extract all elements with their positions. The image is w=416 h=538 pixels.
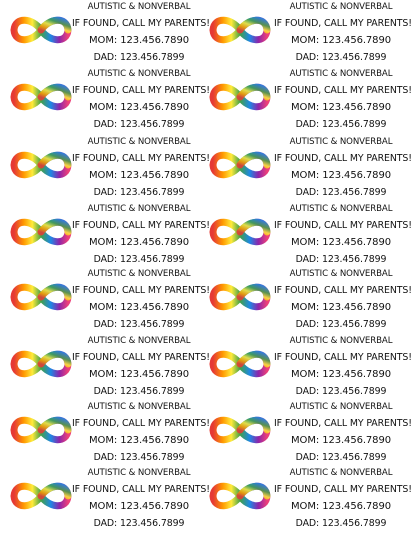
instruction-text: IF FOUND, CALL MY PARENTS! <box>72 352 210 363</box>
dad-phone: DAD: 123.456.7899 <box>295 452 387 463</box>
label-card <box>0 400 208 468</box>
instruction-text: IF FOUND, CALL MY PARENTS! <box>72 484 210 495</box>
mom-phone: MOM: 123.456.7890 <box>291 435 391 446</box>
instruction-text: IF FOUND, CALL MY PARENTS! <box>72 18 210 29</box>
dad-phone: DAD: 123.456.7899 <box>93 386 185 397</box>
instruction-text: IF FOUND, CALL MY PARENTS! <box>274 418 412 429</box>
diagnosis-text: AUTISTIC & NONVERBAL <box>87 2 191 12</box>
label-text <box>72 269 210 331</box>
mom-phone: MOM: 123.456.7890 <box>89 35 189 46</box>
dad-phone: DAD: 123.456.7899 <box>295 52 387 63</box>
label-card <box>0 67 208 135</box>
dad-phone: DAD: 123.456.7899 <box>295 386 387 397</box>
label-card <box>204 202 412 270</box>
mom-phone: MOM: 123.456.7890 <box>89 237 189 248</box>
dad-phone: DAD: 123.456.7899 <box>93 52 185 63</box>
instruction-text: IF FOUND, CALL MY PARENTS! <box>274 220 412 231</box>
label-card <box>204 400 412 468</box>
rainbow-infinity-icon <box>208 147 272 183</box>
instruction-text: IF FOUND, CALL MY PARENTS! <box>72 220 210 231</box>
rainbow-infinity-icon <box>208 478 272 514</box>
mom-phone: MOM: 123.456.7890 <box>291 369 391 380</box>
label-card <box>204 334 412 402</box>
rainbow-infinity-icon <box>208 12 272 48</box>
dad-phone: DAD: 123.456.7899 <box>295 119 387 130</box>
label-card <box>0 334 208 402</box>
mom-phone: MOM: 123.456.7890 <box>89 102 189 113</box>
instruction-text: IF FOUND, CALL MY PARENTS! <box>274 285 412 296</box>
diagnosis-text: AUTISTIC & NONVERBAL <box>87 402 191 412</box>
mom-phone: MOM: 123.456.7890 <box>89 302 189 313</box>
rainbow-infinity-icon <box>9 279 73 315</box>
instruction-text: IF FOUND, CALL MY PARENTS! <box>72 85 210 96</box>
label-text <box>274 2 412 64</box>
dad-phone: DAD: 123.456.7899 <box>295 518 387 529</box>
diagnosis-text: AUTISTIC & NONVERBAL <box>289 69 393 79</box>
rainbow-infinity-icon <box>9 478 73 514</box>
instruction-text: IF FOUND, CALL MY PARENTS! <box>274 85 412 96</box>
diagnosis-text: AUTISTIC & NONVERBAL <box>289 402 393 412</box>
diagnosis-text: AUTISTIC & NONVERBAL <box>289 204 393 214</box>
diagnosis-text: AUTISTIC & NONVERBAL <box>289 336 393 346</box>
mom-phone: MOM: 123.456.7890 <box>89 170 189 181</box>
instruction-text: IF FOUND, CALL MY PARENTS! <box>72 418 210 429</box>
dad-phone: DAD: 123.456.7899 <box>93 119 185 130</box>
diagnosis-text: AUTISTIC & NONVERBAL <box>87 336 191 346</box>
instruction-text: IF FOUND, CALL MY PARENTS! <box>72 285 210 296</box>
label-card <box>0 202 208 270</box>
rainbow-infinity-icon <box>9 12 73 48</box>
label-text <box>72 402 210 464</box>
instruction-text: IF FOUND, CALL MY PARENTS! <box>274 352 412 363</box>
rainbow-infinity-icon <box>208 346 272 382</box>
label-card <box>0 0 208 68</box>
label-card <box>204 267 412 335</box>
dad-phone: DAD: 123.456.7899 <box>93 187 185 198</box>
label-card <box>204 67 412 135</box>
diagnosis-text: AUTISTIC & NONVERBAL <box>87 137 191 147</box>
dad-phone: DAD: 123.456.7899 <box>93 452 185 463</box>
mom-phone: MOM: 123.456.7890 <box>89 369 189 380</box>
dad-phone: DAD: 123.456.7899 <box>295 254 387 265</box>
label-text <box>274 402 412 464</box>
label-text <box>274 336 412 398</box>
mom-phone: MOM: 123.456.7890 <box>89 435 189 446</box>
label-text <box>72 468 210 530</box>
diagnosis-text: AUTISTIC & NONVERBAL <box>289 2 393 12</box>
diagnosis-text: AUTISTIC & NONVERBAL <box>87 468 191 478</box>
label-card <box>0 466 208 534</box>
label-card <box>204 135 412 203</box>
dad-phone: DAD: 123.456.7899 <box>93 518 185 529</box>
rainbow-infinity-icon <box>9 412 73 448</box>
label-text <box>274 69 412 131</box>
mom-phone: MOM: 123.456.7890 <box>291 501 391 512</box>
rainbow-infinity-icon <box>208 412 272 448</box>
rainbow-infinity-icon <box>208 214 272 250</box>
label-text <box>274 204 412 266</box>
diagnosis-text: AUTISTIC & NONVERBAL <box>87 269 191 279</box>
label-card <box>204 0 412 68</box>
mom-phone: MOM: 123.456.7890 <box>291 35 391 46</box>
label-text <box>274 468 412 530</box>
label-text <box>72 137 210 199</box>
diagnosis-text: AUTISTIC & NONVERBAL <box>289 468 393 478</box>
mom-phone: MOM: 123.456.7890 <box>89 501 189 512</box>
mom-phone: MOM: 123.456.7890 <box>291 302 391 313</box>
rainbow-infinity-icon <box>9 346 73 382</box>
rainbow-infinity-icon <box>208 279 272 315</box>
instruction-text: IF FOUND, CALL MY PARENTS! <box>72 153 210 164</box>
label-card <box>0 267 208 335</box>
dad-phone: DAD: 123.456.7899 <box>93 319 185 330</box>
label-text <box>72 336 210 398</box>
rainbow-infinity-icon <box>208 79 272 115</box>
label-text <box>72 204 210 266</box>
rainbow-infinity-icon <box>9 147 73 183</box>
diagnosis-text: AUTISTIC & NONVERBAL <box>289 269 393 279</box>
rainbow-infinity-icon <box>9 214 73 250</box>
instruction-text: IF FOUND, CALL MY PARENTS! <box>274 18 412 29</box>
label-text <box>72 2 210 64</box>
label-text <box>72 69 210 131</box>
dad-phone: DAD: 123.456.7899 <box>93 254 185 265</box>
mom-phone: MOM: 123.456.7890 <box>291 170 391 181</box>
instruction-text: IF FOUND, CALL MY PARENTS! <box>274 153 412 164</box>
diagnosis-text: AUTISTIC & NONVERBAL <box>87 69 191 79</box>
instruction-text: IF FOUND, CALL MY PARENTS! <box>274 484 412 495</box>
diagnosis-text: AUTISTIC & NONVERBAL <box>289 137 393 147</box>
label-text <box>274 137 412 199</box>
mom-phone: MOM: 123.456.7890 <box>291 102 391 113</box>
rainbow-infinity-icon <box>9 79 73 115</box>
dad-phone: DAD: 123.456.7899 <box>295 319 387 330</box>
label-card <box>204 466 412 534</box>
dad-phone: DAD: 123.456.7899 <box>295 187 387 198</box>
label-text <box>274 269 412 331</box>
label-card <box>0 135 208 203</box>
diagnosis-text: AUTISTIC & NONVERBAL <box>87 204 191 214</box>
mom-phone: MOM: 123.456.7890 <box>291 237 391 248</box>
